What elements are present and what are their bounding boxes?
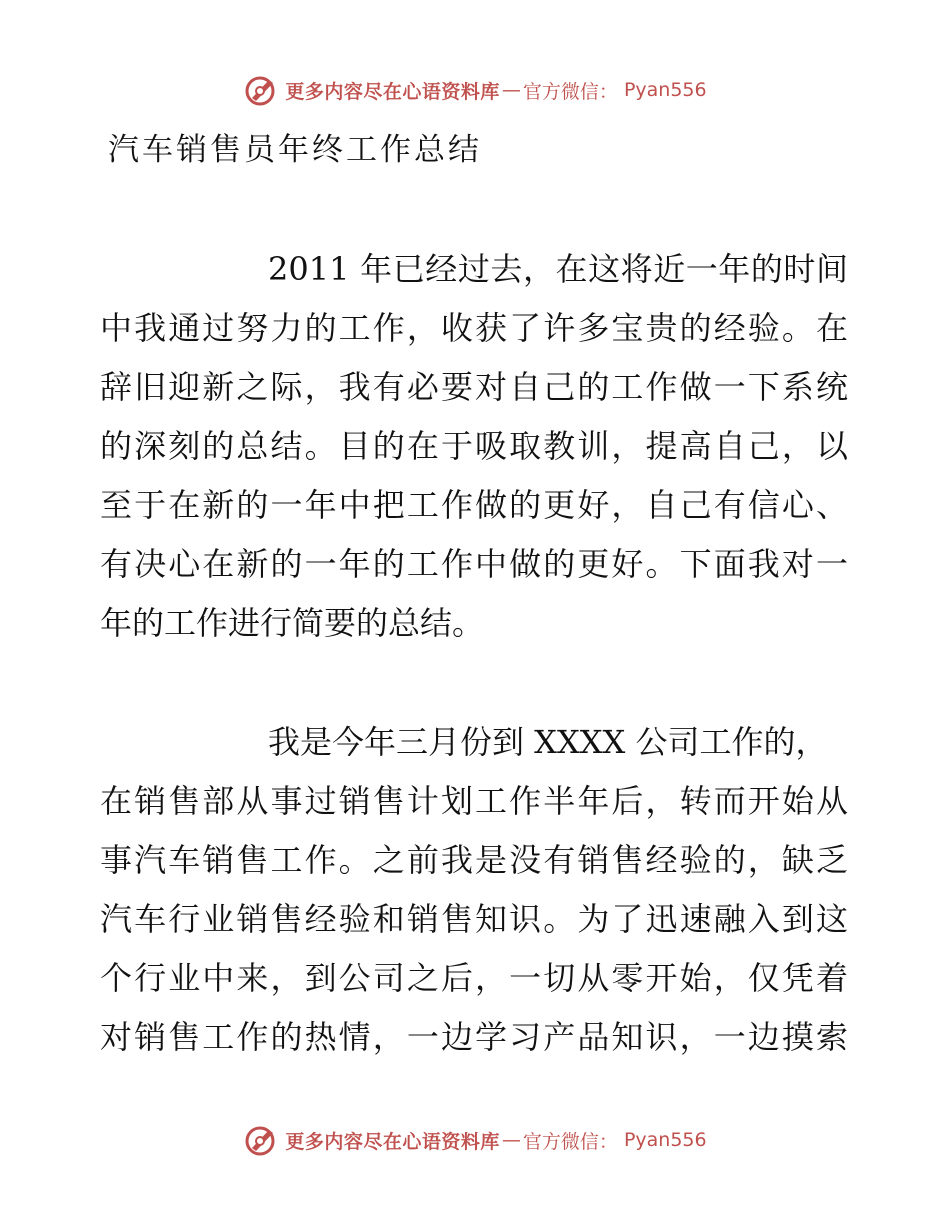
paragraph-line: 我是今年三月份到 XXXX 公司工作的， xyxy=(268,723,828,761)
pen-logo-icon xyxy=(243,1122,279,1158)
watermark-separator: — xyxy=(501,79,521,101)
paragraph-line: 至于在新的一年中把工作做的更好，自己有信心、 xyxy=(100,486,848,524)
paragraph-1 xyxy=(100,240,848,653)
watermark-text: 更多内容尽在心语资料库 xyxy=(285,1130,500,1153)
paragraph-line: 的深刻的总结。目的在于吸取教训，提高自己，以 xyxy=(100,427,848,465)
document-title: 汽车销售员年终工作总结 xyxy=(108,132,482,168)
paragraph-line: 辞旧迎新之际，我有必要对自己的工作做一下系统 xyxy=(100,368,848,406)
pen-logo-icon xyxy=(243,72,279,108)
watermark-wechat-id: Pyan556 xyxy=(623,79,707,101)
paragraph-line: 2011 年已经过去，在这将近一年的时间 xyxy=(268,250,848,288)
watermark-text: 更多内容尽在心语资料库 xyxy=(285,80,500,103)
watermark-label: 官方微信： xyxy=(522,80,618,103)
paragraph-line: 有决心在新的一年的工作中做的更好。下面我对一 xyxy=(100,545,848,583)
watermark-label: 官方微信： xyxy=(522,1130,618,1153)
paragraph-line: 在销售部从事过销售计划工作半年后，转而开始从 xyxy=(100,782,848,820)
paragraph-line: 个行业中来，到公司之后，一切从零开始，仅凭着 xyxy=(100,959,848,997)
watermark-separator: — xyxy=(501,1129,521,1151)
paragraph-line: 事汽车销售工作。之前我是没有销售经验的，缺乏 xyxy=(100,841,848,879)
paragraph-2 xyxy=(100,713,848,1067)
watermark-footer xyxy=(0,1120,950,1160)
paragraph-line: 对销售工作的热情，一边学习产品知识，一边摸索 xyxy=(100,1018,848,1056)
watermark-header xyxy=(0,70,950,110)
watermark-wechat-id: Pyan556 xyxy=(623,1129,707,1151)
paragraph-line: 年的工作进行简要的总结。 xyxy=(100,604,485,642)
paragraph-line: 中我通过努力的工作，收获了许多宝贵的经验。在 xyxy=(100,309,848,347)
paragraph-line: 汽车行业销售经验和销售知识。为了迅速融入到这 xyxy=(100,900,848,938)
